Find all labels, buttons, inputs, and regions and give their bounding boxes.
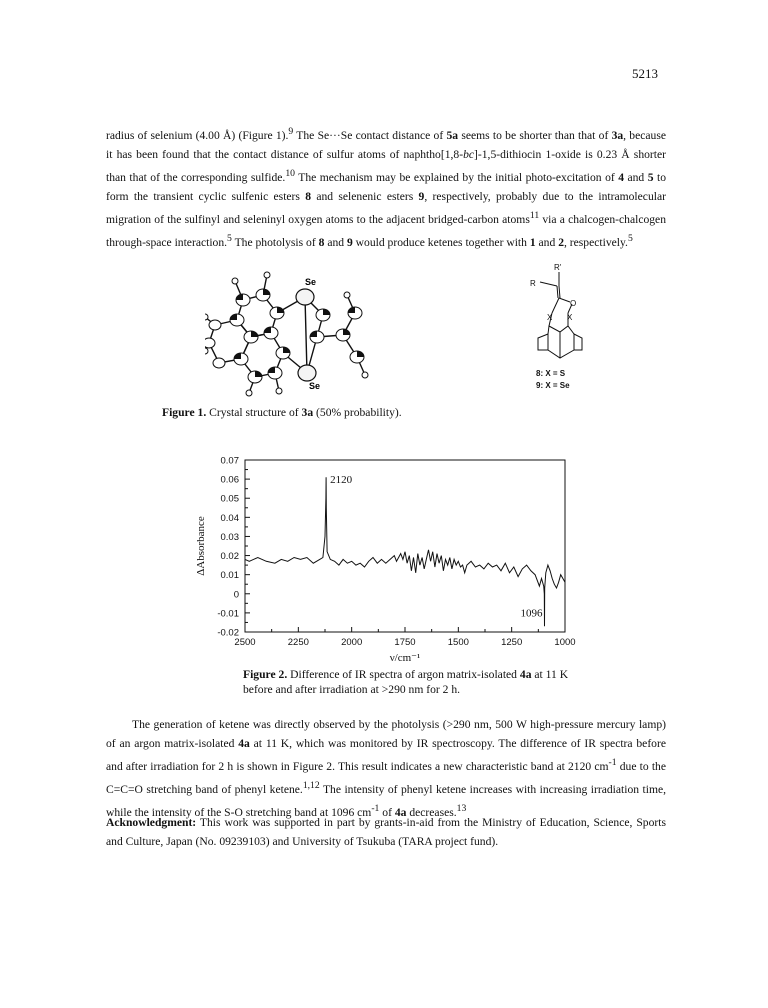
x-left-label: X xyxy=(547,313,553,322)
y-tick-label: 0.05 xyxy=(220,493,239,505)
crystal-structure-figure xyxy=(205,265,405,400)
y-tick-label: 0.01 xyxy=(220,570,239,582)
annotations xyxy=(330,474,543,620)
y-axis-label: ΔAbsorbance xyxy=(195,516,207,576)
r-prime-label: R' xyxy=(554,263,562,272)
y-tick-label: 0.06 xyxy=(220,474,239,486)
x-tick-label: 1000 xyxy=(554,637,576,648)
x-tick-label: 2000 xyxy=(341,637,363,648)
ir-difference-chart xyxy=(190,450,590,665)
annotation-1096: 1096 xyxy=(520,607,543,620)
y-tick-label: 0.07 xyxy=(220,455,239,467)
paragraph-intro: radius of selenium (4.00 Å) (Figure 1).$^9$ The Se···Se contact distance of 5a seems to be shorter than that of 3a, because it has been found that the contact distance of sulfur atoms of naphtho[1,8-bc]-1,5-dithiocin 1-oxide is 0.23 Å shorter than that of the corresponding sulfide.$^{10}$ The mechanism may be explained by the initial photo-excitation of 4 and 5 to form the transient cyclic sulfenic esters 8 and selenenic esters 9, respectively, probably due to the intramolecular migration of the sulfinyl and seleninyl oxygen atoms to the adjacent bridged-carbon atoms$^{11}$ via a chalcogen-chalcogen through-space interaction.$^5$ The photolysis of 8 and 9 would produce ketenes together with 1 and 2, respectively.$^5$ xyxy=(106,126,667,249)
x-axis xyxy=(234,627,575,648)
spectrum-line xyxy=(245,477,565,626)
x-tick-label: 1250 xyxy=(501,637,523,648)
y-tick-label: 0 xyxy=(233,589,239,601)
plot-frame xyxy=(245,460,565,632)
x-tick-label: 2500 xyxy=(234,637,256,648)
acknowledgment: Acknowledgment: This work was supported in part by grants-in-aid from the Ministry of Education, Science, Sports and Culture, Japan (No. 09239103) and University of Tsukuba (TARA project fund). xyxy=(106,816,666,848)
figure-2-caption: Figure 2. Difference of IR spectra of argon matrix-isolated 4a at 11 K before and after irradiation at >290 nm for 2 h. xyxy=(243,668,569,696)
x-tick-label: 1750 xyxy=(394,637,416,648)
figure-1-caption: Figure 1. Crystal structure of 3a (50% probability). xyxy=(162,406,402,419)
o-label: O xyxy=(570,299,577,308)
x-tick-label: 2250 xyxy=(287,637,309,648)
se-label-bottom: Se xyxy=(309,381,321,391)
paragraph-results: The generation of ketene was directly observed by the photolysis (>290 nm, 500 W high-pressure mercury lamp) of an argon matrix-isolated 4a at 11 K, which was monitored by IR spectroscopy. The difference of IR spectra before and after irradiation for 2 h is shown in Figure 2. This result indicates a new characteristic band at 2120 $cm^{-1}$ due to the C=C=O stretching band of phenyl ketene.$^{1,12}$ The intensity of phenyl ketene increases with increasing irradiation time, while the intensity of the S-O stretching band at 1096 $cm^{-1}$ of 4a decreases.$^{13}$ xyxy=(106,718,667,819)
annotation-2120: 2120 xyxy=(330,473,353,486)
label-9: 9: X = Se xyxy=(536,381,570,390)
y-tick-label: 0.02 xyxy=(220,551,239,563)
se-label-top: Se xyxy=(305,277,317,287)
y-tick-label: 0.03 xyxy=(220,531,239,543)
y-tick-label: -0.02 xyxy=(217,627,239,639)
x-axis-label: ν/cm⁻¹ xyxy=(389,652,421,664)
page-number: 5213 xyxy=(632,66,658,81)
r-label: R xyxy=(530,279,536,288)
x-right-label: X xyxy=(567,313,573,322)
x-tick-label: 1500 xyxy=(447,637,469,648)
label-8: 8: X = S xyxy=(536,369,566,378)
scheme-structure-8-9 xyxy=(522,258,602,398)
y-tick-label: -0.01 xyxy=(217,608,239,620)
y-tick-label: 0.04 xyxy=(220,512,239,524)
